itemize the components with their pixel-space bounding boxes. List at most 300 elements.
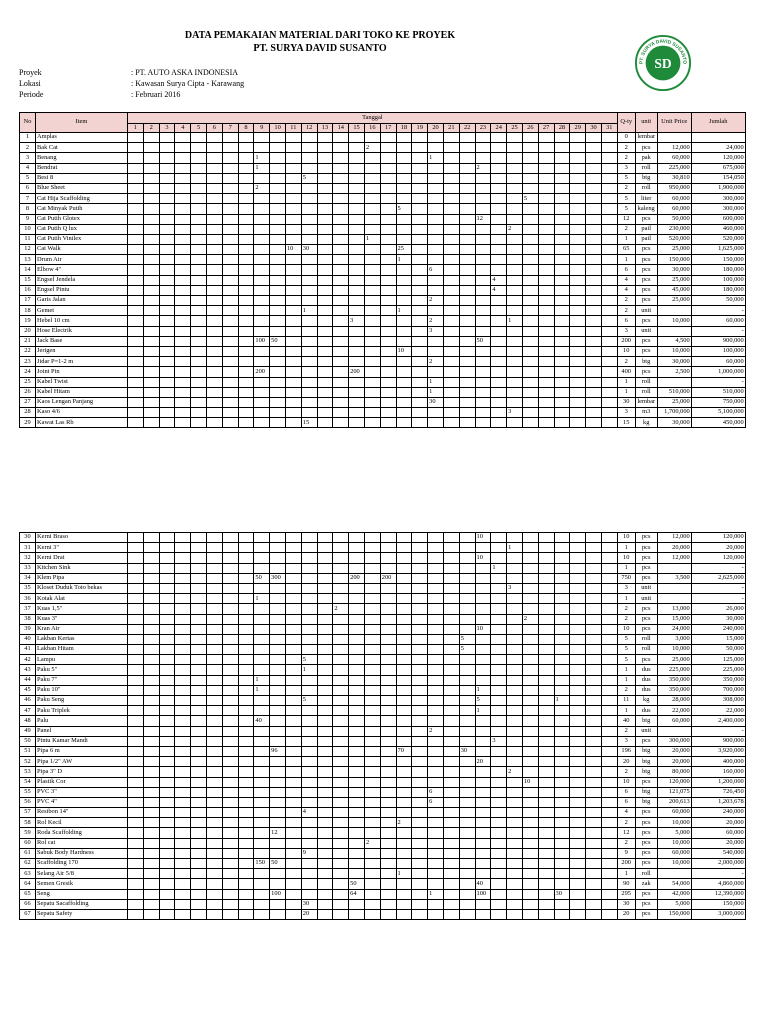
header-day: 30 <box>586 124 602 133</box>
day-cell <box>554 194 570 204</box>
day-cell <box>459 397 475 407</box>
header-day: 14 <box>333 124 349 133</box>
day-cell <box>459 194 475 204</box>
day-cell <box>254 377 270 387</box>
day-cell <box>159 645 175 655</box>
jumlah-cell: 675,000 <box>691 163 745 173</box>
day-cell <box>191 234 207 244</box>
qty-cell: 3 <box>617 163 635 173</box>
row-number: 45 <box>20 685 36 695</box>
qty-cell: 1 <box>617 665 635 675</box>
day-cell <box>206 173 222 183</box>
day-cell <box>538 367 554 377</box>
unit-price-cell <box>657 133 691 143</box>
day-cell <box>586 909 602 919</box>
day-cell <box>412 183 428 193</box>
day-cell <box>317 553 333 563</box>
day-cell <box>443 828 459 838</box>
day-cell <box>475 634 491 644</box>
day-cell <box>333 787 349 797</box>
unit-price-cell: 12,000 <box>657 533 691 543</box>
day-cell <box>554 675 570 685</box>
day-cell <box>317 285 333 295</box>
day-cell <box>270 316 286 326</box>
day-cell <box>475 655 491 665</box>
item-name: Joint Pin <box>36 367 128 377</box>
day-cell <box>128 183 144 193</box>
day-cell <box>538 553 554 563</box>
day-cell <box>601 828 617 838</box>
unit-price-cell: 225,000 <box>657 665 691 675</box>
row-number: 63 <box>20 869 36 879</box>
day-cell <box>191 716 207 726</box>
day-cell <box>428 408 444 418</box>
day-cell <box>254 655 270 665</box>
day-cell <box>570 634 586 644</box>
day-cell <box>380 736 396 746</box>
jumlah-cell: 20,000 <box>691 838 745 848</box>
unit-price-cell: 950,000 <box>657 183 691 193</box>
day-cell <box>270 387 286 397</box>
header-day: 13 <box>317 124 333 133</box>
item-name: Sepatu Sacaffolding <box>36 899 128 909</box>
day-cell <box>459 879 475 889</box>
day-cell <box>285 533 301 543</box>
day-cell <box>412 767 428 777</box>
day-cell <box>143 234 159 244</box>
day-cell: 1 <box>428 377 444 387</box>
day-cell <box>428 275 444 285</box>
day-cell <box>443 675 459 685</box>
day-cell <box>222 285 238 295</box>
day-cell <box>601 163 617 173</box>
day-cell <box>396 808 412 818</box>
day-cell <box>586 397 602 407</box>
info-label: Lokasi <box>19 79 41 88</box>
day-cell <box>175 736 191 746</box>
day-cell <box>412 645 428 655</box>
day-cell <box>333 357 349 367</box>
header-day: 10 <box>270 124 286 133</box>
day-cell <box>459 214 475 224</box>
day-cell <box>538 563 554 573</box>
info-label: Periode <box>19 90 44 99</box>
day-cell <box>364 553 380 563</box>
day-cell <box>601 553 617 563</box>
day-cell <box>443 265 459 275</box>
day-cell <box>285 163 301 173</box>
day-cell <box>128 899 144 909</box>
day-cell <box>333 183 349 193</box>
day-cell <box>586 767 602 777</box>
day-cell <box>507 357 523 367</box>
day-cell <box>475 306 491 316</box>
day-cell <box>317 418 333 428</box>
day-cell <box>128 909 144 919</box>
day-cell <box>443 909 459 919</box>
day-cell <box>459 757 475 767</box>
jumlah-cell: 160,000 <box>691 767 745 777</box>
row-number: 49 <box>20 726 36 736</box>
day-cell <box>333 838 349 848</box>
day-cell <box>222 604 238 614</box>
info-label: Proyek <box>19 68 42 77</box>
day-cell: 1 <box>507 543 523 553</box>
day-cell <box>159 848 175 858</box>
day-cell <box>222 583 238 593</box>
day-cell <box>554 285 570 295</box>
day-cell <box>570 808 586 818</box>
day-cell <box>222 533 238 543</box>
day-cell <box>380 326 396 336</box>
day-cell <box>428 879 444 889</box>
day-cell <box>349 716 365 726</box>
unit-cell: pcs <box>635 808 657 818</box>
day-cell <box>349 245 365 255</box>
qty-cell: 4 <box>617 275 635 285</box>
day-cell <box>475 194 491 204</box>
day-cell <box>364 726 380 736</box>
day-cell <box>175 583 191 593</box>
day-cell <box>491 899 507 909</box>
day-cell <box>380 316 396 326</box>
day-cell <box>364 163 380 173</box>
day-cell <box>475 848 491 858</box>
day-cell <box>333 296 349 306</box>
day-cell <box>222 828 238 838</box>
day-cell <box>159 346 175 356</box>
header-day: 7 <box>222 124 238 133</box>
qty-cell: 3 <box>617 326 635 336</box>
day-cell <box>143 224 159 234</box>
day-cell: 1 <box>428 153 444 163</box>
day-cell <box>364 848 380 858</box>
day-cell <box>128 634 144 644</box>
qty-cell: 15 <box>617 418 635 428</box>
day-cell <box>333 828 349 838</box>
day-cell <box>586 285 602 295</box>
day-cell <box>143 543 159 553</box>
day-cell <box>317 797 333 807</box>
qty-cell: 6 <box>617 265 635 275</box>
day-cell <box>507 275 523 285</box>
day-cell <box>538 397 554 407</box>
day-cell <box>285 675 301 685</box>
day-cell <box>206 397 222 407</box>
day-cell <box>301 675 317 685</box>
day-cell <box>459 408 475 418</box>
day-cell <box>412 838 428 848</box>
day-cell <box>301 716 317 726</box>
day-cell <box>364 736 380 746</box>
day-cell <box>175 265 191 275</box>
day-cell <box>349 736 365 746</box>
day-cell <box>206 604 222 614</box>
day-cell <box>428 533 444 543</box>
day-cell <box>443 726 459 736</box>
day-cell <box>159 214 175 224</box>
day-cell <box>285 634 301 644</box>
header-day: 29 <box>570 124 586 133</box>
day-cell <box>522 306 538 316</box>
day-cell <box>522 357 538 367</box>
row-number: 44 <box>20 675 36 685</box>
day-cell <box>507 326 523 336</box>
day-cell <box>491 357 507 367</box>
day-cell <box>128 204 144 214</box>
day-cell <box>586 296 602 306</box>
day-cell <box>349 214 365 224</box>
day-cell <box>570 367 586 377</box>
day-cell <box>522 214 538 224</box>
unit-cell: roll <box>635 645 657 655</box>
day-cell <box>412 234 428 244</box>
jumlah-cell: 12,390,000 <box>691 889 745 899</box>
day-cell <box>570 909 586 919</box>
day-cell <box>285 234 301 244</box>
day-cell <box>317 665 333 675</box>
day-cell <box>538 838 554 848</box>
day-cell <box>301 889 317 899</box>
day-cell <box>175 675 191 685</box>
day-cell <box>586 214 602 224</box>
day-cell <box>443 346 459 356</box>
day-cell <box>349 357 365 367</box>
day-cell <box>380 173 396 183</box>
table-row <box>20 408 746 418</box>
day-cell <box>175 377 191 387</box>
item-name: Paku 5" <box>36 665 128 675</box>
day-cell <box>364 696 380 706</box>
day-cell <box>396 624 412 634</box>
day-cell <box>191 204 207 214</box>
day-cell <box>554 306 570 316</box>
day-cell <box>270 224 286 234</box>
qty-cell: 2 <box>617 838 635 848</box>
day-cell <box>380 367 396 377</box>
day-cell <box>475 183 491 193</box>
day-cell <box>428 767 444 777</box>
day-cell <box>491 757 507 767</box>
day-cell <box>428 133 444 143</box>
day-cell <box>428 848 444 858</box>
day-cell <box>222 336 238 346</box>
day-cell <box>206 245 222 255</box>
day-cell <box>522 706 538 716</box>
item-name: Palu <box>36 716 128 726</box>
day-cell <box>175 296 191 306</box>
day-cell <box>206 573 222 583</box>
day-cell <box>175 696 191 706</box>
row-number: 56 <box>20 797 36 807</box>
day-cell <box>143 634 159 644</box>
day-cell <box>538 848 554 858</box>
day-cell <box>143 214 159 224</box>
row-number: 41 <box>20 645 36 655</box>
day-cell <box>128 706 144 716</box>
day-cell <box>238 604 254 614</box>
day-cell <box>570 746 586 756</box>
table-row <box>20 133 746 143</box>
item-name: Cat Hija Scaffolding <box>36 194 128 204</box>
day-cell <box>285 614 301 624</box>
day-cell <box>349 326 365 336</box>
day-cell <box>143 285 159 295</box>
day-cell <box>475 408 491 418</box>
day-cell <box>206 204 222 214</box>
day-cell <box>459 255 475 265</box>
day-cell <box>301 797 317 807</box>
jumlah-cell: 350,000 <box>691 675 745 685</box>
day-cell <box>538 909 554 919</box>
day-cell <box>206 316 222 326</box>
qty-cell: 5 <box>617 645 635 655</box>
day-cell <box>443 818 459 828</box>
day-cell <box>333 153 349 163</box>
day-cell <box>601 614 617 624</box>
day-cell <box>349 173 365 183</box>
item-name: Kerni Drat <box>36 553 128 563</box>
day-cell <box>301 326 317 336</box>
qty-cell: 2 <box>617 296 635 306</box>
day-cell <box>364 306 380 316</box>
day-cell <box>428 367 444 377</box>
day-cell <box>459 285 475 295</box>
qty-cell: 30 <box>617 397 635 407</box>
day-cell <box>349 655 365 665</box>
jumlah-cell: 50,000 <box>691 296 745 306</box>
row-number: 9 <box>20 214 36 224</box>
day-cell <box>175 899 191 909</box>
day-cell <box>475 899 491 909</box>
day-cell <box>191 767 207 777</box>
day-cell <box>396 296 412 306</box>
day-cell <box>380 306 396 316</box>
day-cell <box>570 553 586 563</box>
unit-cell: pcs <box>635 316 657 326</box>
day-cell <box>412 357 428 367</box>
day-cell <box>238 634 254 644</box>
day-cell <box>459 183 475 193</box>
day-cell <box>586 224 602 234</box>
day-cell: 200 <box>349 573 365 583</box>
day-cell <box>554 665 570 675</box>
day-cell <box>380 183 396 193</box>
unit-price-cell: 30,000 <box>657 265 691 275</box>
day-cell <box>586 859 602 869</box>
row-number: 11 <box>20 234 36 244</box>
day-cell <box>522 909 538 919</box>
table-row <box>20 899 746 909</box>
day-cell <box>412 808 428 818</box>
item-name: Gemet <box>36 306 128 316</box>
day-cell <box>522 408 538 418</box>
day-cell <box>428 634 444 644</box>
day-cell <box>143 265 159 275</box>
day-cell <box>317 397 333 407</box>
day-cell <box>285 543 301 553</box>
day-cell <box>333 408 349 418</box>
day-cell <box>317 726 333 736</box>
day-cell <box>333 306 349 316</box>
day-cell <box>522 275 538 285</box>
header-day: 24 <box>491 124 507 133</box>
day-cell <box>380 255 396 265</box>
row-number: 54 <box>20 777 36 787</box>
day-cell <box>285 408 301 418</box>
day-cell <box>396 706 412 716</box>
day-cell <box>285 357 301 367</box>
item-name: Drum Air <box>36 255 128 265</box>
day-cell <box>554 275 570 285</box>
day-cell <box>285 624 301 634</box>
day-cell <box>364 583 380 593</box>
day-cell <box>333 143 349 153</box>
day-cell <box>396 153 412 163</box>
unit-cell: unit <box>635 583 657 593</box>
unit-price-cell: 3,500 <box>657 573 691 583</box>
day-cell <box>443 767 459 777</box>
day-cell <box>285 787 301 797</box>
qty-cell: 1 <box>617 255 635 265</box>
unit-price-cell: 42,000 <box>657 889 691 899</box>
day-cell <box>191 736 207 746</box>
day-cell <box>396 675 412 685</box>
item-name: Benang <box>36 153 128 163</box>
day-cell <box>206 143 222 153</box>
day-cell <box>159 583 175 593</box>
day-cell <box>570 357 586 367</box>
day-cell <box>396 316 412 326</box>
item-name: Rol cat <box>36 838 128 848</box>
day-cell <box>396 357 412 367</box>
day-cell <box>443 183 459 193</box>
day-cell <box>270 706 286 716</box>
day-cell <box>428 553 444 563</box>
day-cell <box>317 808 333 818</box>
unit-cell: unit <box>635 594 657 604</box>
day-cell <box>522 696 538 706</box>
day-cell <box>396 594 412 604</box>
day-cell <box>333 859 349 869</box>
day-cell <box>128 726 144 736</box>
day-cell <box>412 726 428 736</box>
day-cell <box>238 234 254 244</box>
item-name: Kitchen Sink <box>36 563 128 573</box>
day-cell <box>333 543 349 553</box>
day-cell <box>459 655 475 665</box>
day-cell <box>491 767 507 777</box>
day-cell <box>128 245 144 255</box>
day-cell: 1 <box>301 665 317 675</box>
day-cell <box>475 418 491 428</box>
day-cell <box>459 367 475 377</box>
day-cell <box>428 675 444 685</box>
day-cell: 2 <box>364 838 380 848</box>
unit-cell: pcs <box>635 573 657 583</box>
day-cell <box>554 716 570 726</box>
day-cell <box>159 614 175 624</box>
day-cell <box>491 645 507 655</box>
table-row <box>20 655 746 665</box>
day-cell <box>301 163 317 173</box>
day-cell <box>475 818 491 828</box>
day-cell <box>538 255 554 265</box>
day-cell <box>285 214 301 224</box>
unit-cell: pcs <box>635 265 657 275</box>
header-day: 23 <box>475 124 491 133</box>
jumlah-cell: 26,000 <box>691 604 745 614</box>
